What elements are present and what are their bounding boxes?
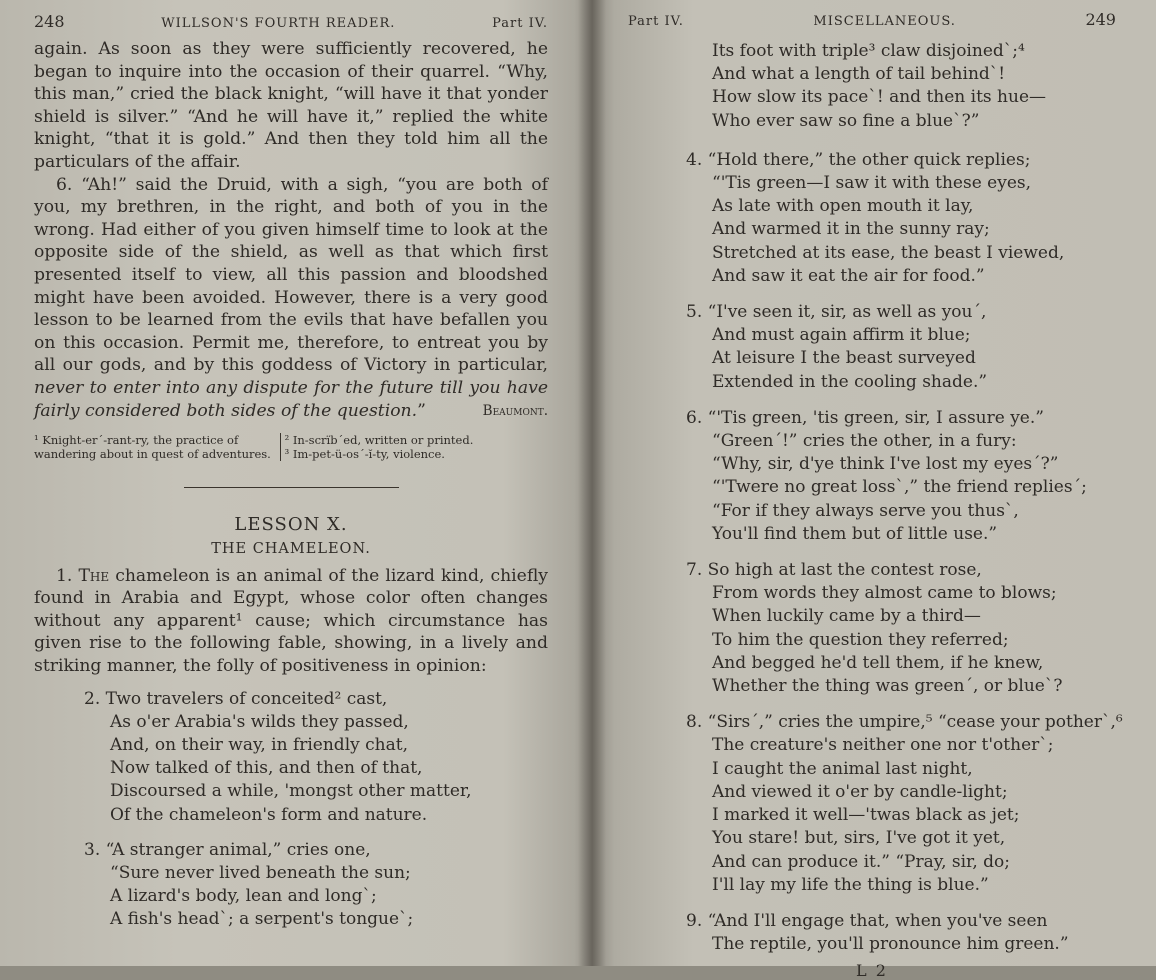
right-header-part: Part IV.	[628, 14, 684, 29]
verse-line: When luckily came by a third—	[712, 606, 981, 627]
verse-line: And viewed it o'er by candle-light;	[712, 781, 1008, 802]
verse-line: Discoursed a while, 'mongst other matter,	[110, 781, 472, 802]
right-page-number: 249	[1085, 10, 1116, 29]
footnote-2: ² In-scrïb´ed, written or printed.	[284, 432, 474, 447]
verse-line: At leisure I the beast surveyed	[712, 348, 976, 369]
verse-line: And saw it eat the air for food.”	[712, 265, 985, 286]
verse-line: And can produce it.” “Pray, sir, do;	[712, 851, 1010, 872]
verse-line: Its foot with triple³ claw disjoined`;⁴	[712, 41, 1025, 61]
verse-line: A fish's head`; a serpent's tongue`;	[110, 909, 414, 930]
paragraph-6	[34, 174, 548, 423]
paragraph-6-italic: never to enter into any dispute for the future till you have fairly considered both sides of the question.	[34, 377, 548, 421]
right-running-head	[628, 10, 1116, 36]
paragraph-1-number: 1.	[56, 565, 73, 586]
paragraph-6-end: ”	[417, 400, 426, 421]
verse-line: “For if they always serve you thus`,	[712, 500, 1019, 521]
paragraph-6-text: 6. “Ah!” said the Druid, with a sigh, “you are both of you, my brethren, in the right, and both of you in the wrong. Had either of you given himself time to look at the opposite side of the shield, as well as that which first presented itself to view, all this passion and bloodshed might have been avoided. However, there is a very good lesson to be learned from the evils that have befallen you on this occasion. Permit me, therefore, to entreat you by all our gods, and by this goddess of Victory in particular,	[34, 174, 548, 376]
verse-line: Of the chameleon's form and nature.	[110, 804, 428, 825]
left-prose	[34, 38, 548, 423]
verse-line: As late with open mouth it lay,	[712, 196, 974, 217]
verse-line: The creature's neither one nor t'other`;	[712, 735, 1054, 756]
verse-line: Whether the thing was green´, or blue`?	[712, 676, 1063, 697]
lesson-subtitle: THE CHAMELEON.	[211, 540, 371, 557]
stanza-8	[628, 711, 1123, 897]
verse-line: Who ever saw so fine a blue`?”	[712, 110, 980, 131]
verse-line: And what a length of tail behind`!	[712, 64, 1006, 85]
verse-line: You stare! but, sirs, I've got it yet,	[712, 828, 1006, 849]
stanza-6	[628, 407, 1116, 546]
verse-line: 9. “And I'll engage that, when you've seen	[686, 910, 1048, 931]
left-page-number: 248	[34, 12, 65, 31]
stanza-2	[34, 688, 548, 827]
verse-line: Now talked of this, and then of that,	[110, 758, 423, 779]
verse-line: “'Tis green—I saw it with these eyes,	[712, 173, 1032, 194]
verse-line: As o'er Arabia's wilds they passed,	[110, 711, 409, 732]
verse-line: 2. Two travelers of conceited² cast,	[84, 688, 388, 709]
verse-line: “'Twere no great loss`,” the friend replies´;	[712, 477, 1087, 498]
footnote-3: ³ Im-pet-ü-os´-ĭ-ty, violence.	[284, 446, 445, 461]
paragraph-1-text: chameleon is an animal of the lizard kind, chiefly found in Arabia and Egypt, whose color often changes without any apparent¹ cause; which circumstance has given rise to the following fable, showing, in a lively and striking manner, the folly of positiveness in opinion:	[34, 565, 549, 677]
paragraph-1	[34, 565, 548, 678]
verse-line: “Sure never lived beneath the sun;	[110, 863, 411, 884]
stanza-3-continued	[628, 40, 1116, 133]
verse-line: And must again affirm it blue;	[712, 325, 971, 346]
right-page	[592, 0, 1156, 980]
author-credit: Beaumont.	[482, 403, 548, 420]
footnote-1: ¹ Knight-er´-rant-ry, the practice of wandering about in quest of adventures.	[34, 433, 281, 461]
stanza-5	[628, 301, 1116, 394]
stanza-9	[628, 910, 1116, 956]
verse-line: I marked it well—'twas black as jet;	[712, 805, 1020, 826]
verse-line: I'll lay my life the thing is blue.”	[712, 874, 989, 895]
verse-line: 3. “A stranger animal,” cries one,	[84, 839, 371, 860]
right-header-title: MISCELLANEOUS.	[813, 14, 956, 29]
verse-line: Stretched at its ease, the beast I viewed,	[712, 242, 1065, 263]
verse-line: Extended in the cooling shade.”	[712, 371, 988, 392]
verse-line: “Why, sir, d'ye think I've lost my eyes´?”	[712, 454, 1059, 475]
verse-line: “Green´!” cries the other, in a fury:	[712, 431, 1017, 452]
paragraph-continued: again. As soon as they were sufficiently recovered, he began to inquire into the occasion of their quarrel. “Why, this man,” cried the black knight, “will have it that yonder shield is silver.” “And he will have it,” replied the white knight, “that it is gold.” And then they told him all the particulars of the affair.	[34, 39, 548, 172]
left-header-title: WILLSON'S FOURTH READER.	[161, 16, 396, 31]
verse-line: 8. “Sirs´,” cries the umpire,⁵ “cease your pother`,⁶	[686, 712, 1123, 733]
stanza-7	[628, 559, 1116, 698]
stanza-3	[34, 839, 548, 932]
left-running-head	[34, 12, 548, 38]
verse-line: How slow its pace`! and then its hue—	[712, 87, 1047, 108]
footnotes-right	[281, 433, 474, 461]
verse-line: I caught the animal last night,	[712, 758, 973, 779]
verse-line: 7. So high at last the contest rose,	[686, 560, 982, 581]
verse-line: You'll find them but of little use.”	[712, 523, 998, 544]
verse-line: 5. “I've seen it, sir, as well as you´,	[686, 302, 987, 323]
lesson-title: LESSON X.	[234, 513, 348, 535]
verse-line: A lizard's body, lean and long`;	[110, 886, 377, 907]
verse-line: 6. “'Tis green, 'tis green, sir, I assure ye.”	[686, 407, 1044, 428]
verse-line: And begged he'd tell them, if he knew,	[712, 652, 1044, 673]
left-header-part: Part IV.	[492, 16, 548, 31]
verse-line: To him the question they referred;	[712, 629, 1009, 650]
paragraph-1-first-word: The	[78, 565, 110, 586]
stanza-4	[628, 149, 1116, 288]
signature-mark: L 2	[856, 961, 888, 980]
verse-line: 4. “Hold there,” the other quick replies;	[686, 149, 1031, 170]
section-divider	[184, 487, 399, 488]
verse-line: From words they almost came to blows;	[712, 583, 1057, 604]
footnotes	[34, 433, 548, 461]
verse-line: And, on their way, in friendly chat,	[110, 735, 408, 756]
verse-line: The reptile, you'll pronounce him green.”	[712, 934, 1069, 955]
verse-line: And warmed it in the sunny ray;	[712, 219, 990, 240]
